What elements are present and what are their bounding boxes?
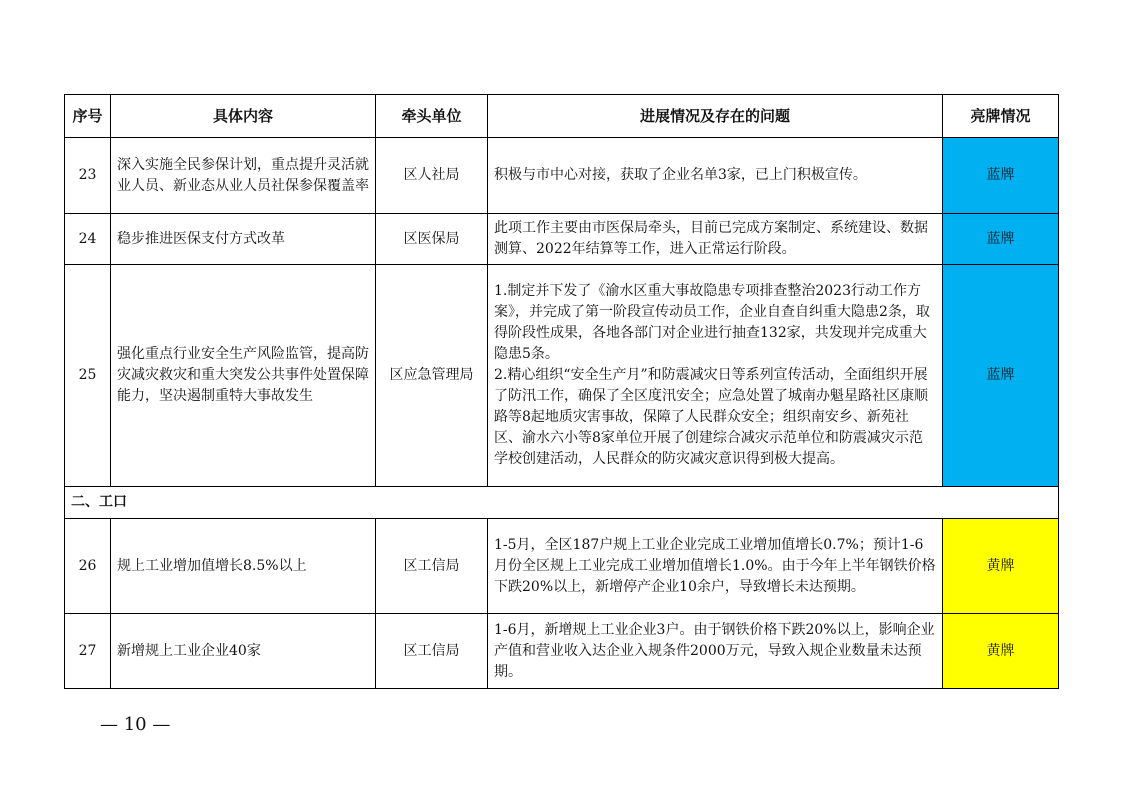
table-row — [65, 214, 1059, 265]
progress-line: 此项工作主要由市医保局牵头，目前已完成方案制定、系统建设、数据测算、2022年结算等工作，进入正常运行阶段。 — [494, 220, 928, 257]
row-content: 深入实施全民参保计划，重点提升灵活就业人员、新业态从业人员社保参保覆盖率 — [111, 138, 376, 214]
row-content: 稳步推进医保支付方式改革 — [111, 214, 376, 265]
progress-line: 1-6月，新增规上工业企业3户。由于钢铁价格下跌20%以上，影响企业产值和营业收入达企业入规条件2000万元，导致入规企业数量未达预期。 — [494, 621, 935, 680]
header-num: 序号 — [65, 95, 111, 138]
header-progress: 进展情况及存在的问题 — [488, 95, 943, 138]
row-unit: 区应急管理局 — [376, 265, 488, 487]
table-row — [65, 614, 1059, 689]
status-badge: 蓝牌 — [943, 138, 1059, 214]
row-progress — [488, 265, 943, 487]
table-row — [65, 138, 1059, 214]
progress-line: 2.精心组织“安全生产月”和防震减灾日等系列宣传活动，全面组织开展了防汛工作，确保了全区度汛安全；应急处置了城南办魁星路社区康顺路等8起地质灾害事故，保障了人民群众安全；组织南安乡、新苑社区、渝水六小等8家单位开展了创建综合减灾示范单位和防震减灾示范学校创建活动，人民群众的防灾减灾意识得到极大提高。 — [494, 367, 928, 467]
progress-line: 积极与市中心对接，获取了企业名单3家，已上门积极宣传。 — [494, 167, 867, 183]
row-unit: 区工信局 — [376, 519, 488, 614]
header-content: 具体内容 — [111, 95, 376, 138]
section-row — [65, 487, 1059, 519]
table-row — [65, 265, 1059, 487]
row-progress — [488, 614, 943, 689]
progress-line: 1.制定并下发了《渝水区重大事故隐患专项排查整治2023行动工作方案》，并完成了第一阶段宣传动员工作，企业自查自纠重大隐患2条，取得阶段性成果，各地各部门对企业进行抽查132家，共发现并完成重大隐患5条。 — [494, 283, 930, 362]
row-unit: 区人社局 — [376, 138, 488, 214]
status-badge: 蓝牌 — [943, 214, 1059, 265]
row-progress — [488, 138, 943, 214]
row-content: 强化重点行业安全生产风险监管，提高防灾减灾救灾和重大突发公共事件处置保障能力，坚决遏制重特大事故发生 — [111, 265, 376, 487]
row-progress — [488, 519, 943, 614]
row-content: 规上工业增加值增长8.5%以上 — [111, 519, 376, 614]
row-num: 26 — [65, 519, 111, 614]
row-num: 24 — [65, 214, 111, 265]
row-progress — [488, 214, 943, 265]
progress-line: 1-5月，全区187户规上工业企业完成工业增加值增长0.7%；预计1-6月份全区规上工业完成工业增加值增长1.0%。由于今年上半年钢铁价格下跌20%以上，新增停产企业10余户，导致增长未达预期。 — [494, 536, 936, 595]
header-unit: 牵头单位 — [376, 95, 488, 138]
page-number: — 10 — — [100, 714, 171, 735]
status-badge: 黄牌 — [943, 614, 1059, 689]
row-num: 25 — [65, 265, 111, 487]
table-row — [65, 519, 1059, 614]
status-badge: 黄牌 — [943, 519, 1059, 614]
header-status: 亮牌情况 — [943, 95, 1059, 138]
progress-table — [64, 94, 1059, 689]
row-unit: 区工信局 — [376, 614, 488, 689]
section-title: 二、工口 — [65, 487, 1059, 519]
table-header-row — [65, 95, 1059, 138]
row-num: 23 — [65, 138, 111, 214]
status-badge: 蓝牌 — [943, 265, 1059, 487]
row-unit: 区医保局 — [376, 214, 488, 265]
row-num: 27 — [65, 614, 111, 689]
row-content: 新增规上工业企业40家 — [111, 614, 376, 689]
